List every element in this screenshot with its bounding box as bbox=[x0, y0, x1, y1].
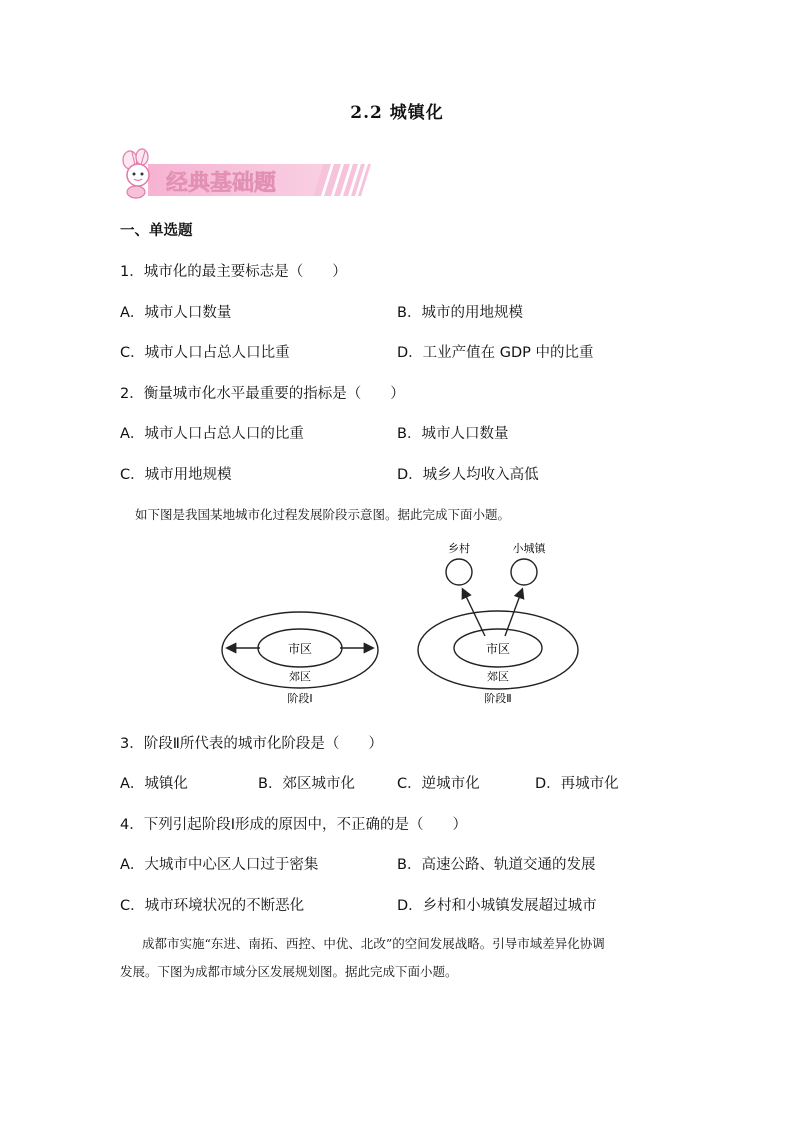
option-b[interactable]: B．城市的用地规模 bbox=[397, 305, 523, 321]
option-d[interactable]: D．工业产值在 GDP 中的比重 bbox=[397, 345, 594, 361]
option-c[interactable]: C．城市环境状况的不断恶化 bbox=[120, 898, 305, 914]
stage-1-diagram bbox=[222, 612, 378, 705]
town-circle bbox=[511, 559, 537, 585]
stage1-suburb-label: 郊区 bbox=[289, 670, 311, 683]
option-d[interactable]: D．再城市化 bbox=[535, 776, 619, 792]
stage-2-diagram bbox=[418, 541, 578, 705]
option-b[interactable]: B．城市人口数量 bbox=[397, 426, 509, 442]
stage2-label: 阶段Ⅱ bbox=[484, 692, 512, 705]
banner-text: 经典基础题 bbox=[166, 171, 277, 196]
section-banner bbox=[118, 148, 378, 200]
stage2-city-label: 市区 bbox=[485, 642, 511, 656]
option-c[interactable]: C．逆城市化 bbox=[397, 776, 480, 792]
chevron-decoration bbox=[313, 164, 371, 196]
option-a[interactable]: A．城市人口数量 bbox=[120, 305, 232, 321]
option-a[interactable]: A．大城市中心区人口过于密集 bbox=[120, 857, 319, 873]
option-d[interactable]: D．乡村和小城镇发展超过城市 bbox=[397, 898, 597, 914]
option-b[interactable]: B．高速公路、轨道交通的发展 bbox=[397, 857, 596, 873]
stage1-city-label: 市区 bbox=[287, 642, 313, 656]
question-stem: 1．城市化的最主要标志是（ ） bbox=[120, 264, 347, 280]
section-heading: 一、单选题 bbox=[120, 223, 193, 239]
stage2-suburb-label: 郊区 bbox=[487, 670, 509, 683]
town-label: 小城镇 bbox=[512, 542, 546, 555]
banner-graphic bbox=[118, 148, 378, 200]
stage1-label: 阶段Ⅰ bbox=[287, 692, 313, 705]
village-circle bbox=[446, 559, 472, 585]
option-d[interactable]: D．城乡人均收入高低 bbox=[397, 467, 539, 483]
option-c[interactable]: C．城市人口占总人口比重 bbox=[120, 345, 290, 361]
question-stem: 4．下列引起阶段Ⅰ形成的原因中，不正确的是（ ） bbox=[120, 817, 467, 833]
bee-icon bbox=[123, 149, 149, 198]
urbanization-stage-diagram bbox=[220, 538, 580, 710]
material-intro-line2: 发展。下图为成都市域分区发展规划图。据此完成下面小题。 bbox=[120, 964, 458, 979]
village-label: 乡村 bbox=[448, 542, 470, 555]
question-stem: 3．阶段Ⅱ所代表的城市化阶段是（ ） bbox=[120, 736, 383, 752]
option-a[interactable]: A．城市人口占总人口的比重 bbox=[120, 426, 304, 442]
question-stem: 2．衡量城市化水平最重要的指标是（ ） bbox=[120, 386, 405, 402]
arrow-to-village bbox=[463, 590, 485, 636]
option-a[interactable]: A．城镇化 bbox=[120, 776, 188, 792]
material-intro-line1: 成都市实施“东进、南拓、西控、中优、北改”的空间发展战略。引导市域差异化协调 bbox=[142, 936, 605, 951]
option-c[interactable]: C．城市用地规模 bbox=[120, 467, 232, 483]
page-title: 2.2 城镇化 bbox=[350, 103, 444, 123]
material-intro: 如下图是我国某地城市化过程发展阶段示意图。据此完成下面小题。 bbox=[135, 507, 511, 522]
option-b[interactable]: B．郊区城市化 bbox=[258, 776, 355, 792]
